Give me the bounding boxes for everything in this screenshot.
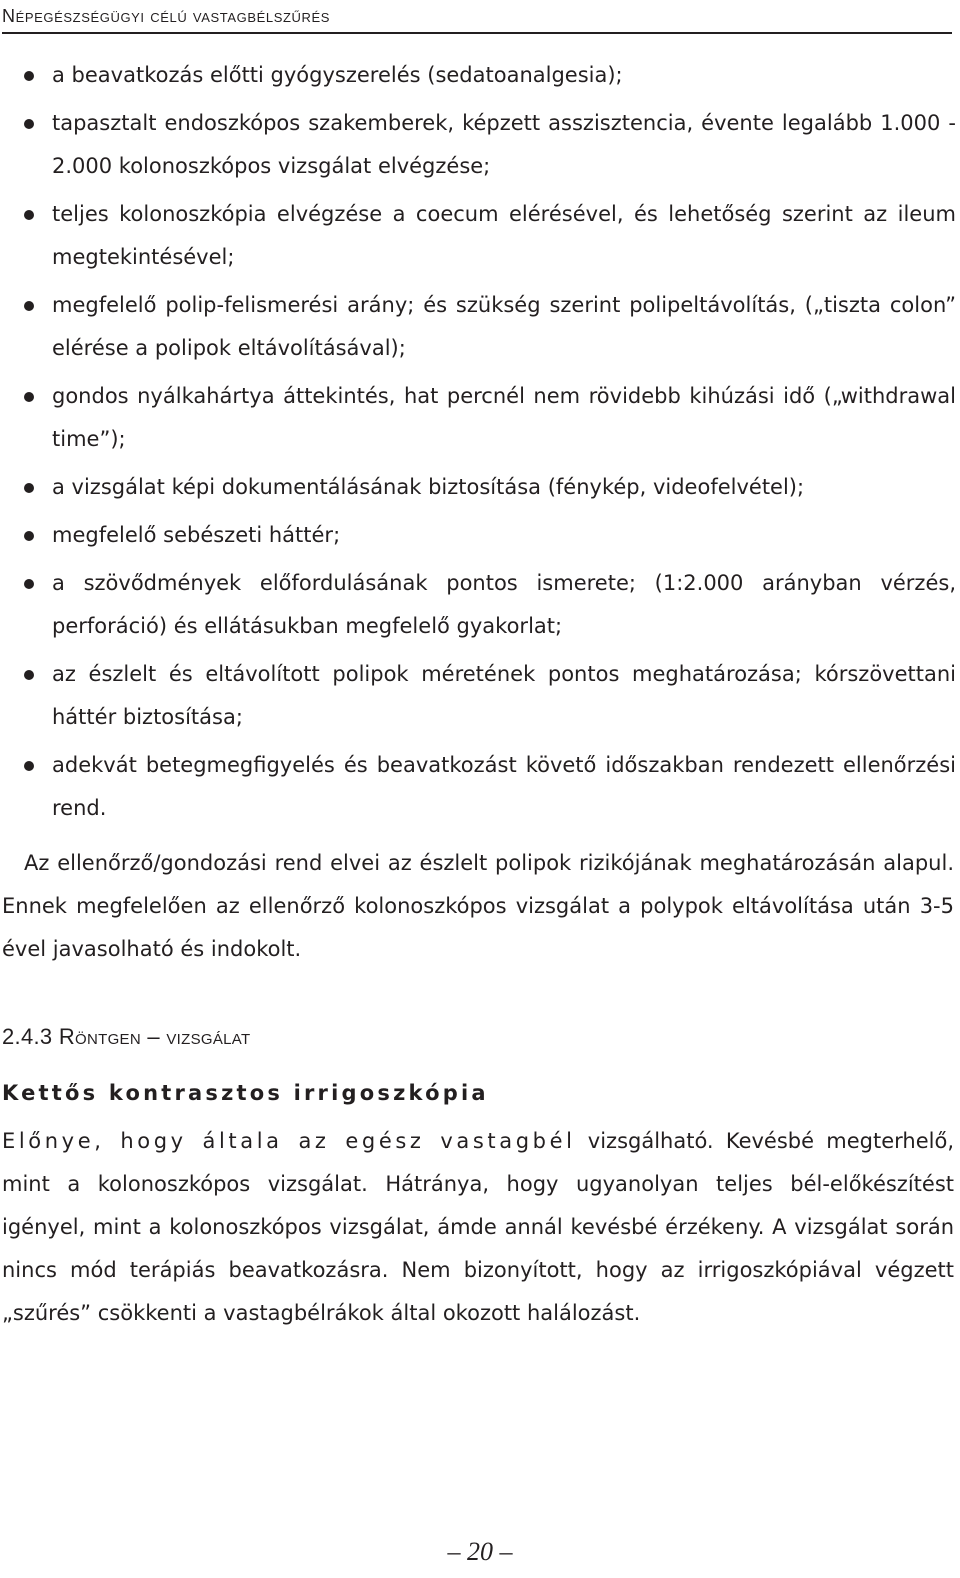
list-item-text: megfelelő sebészeti háttér; [52, 523, 341, 547]
list-item [0, 466, 956, 509]
running-header-title: Népegészségügyi célú vastagbélszűrés [2, 6, 331, 26]
followup-paragraph: Az ellenőrző/gondozási rend elvei az észlelt polipok rizikójának meghatározásán alapul. Ennek megfelelően az ellenőrző kolonoszkópos vizsgálat a polypok eltávolítása után 3-5 ével javasolható és indokolt. [2, 851, 954, 961]
section-heading: 2.4.3 Röntgen – vizsgálat [2, 1024, 251, 1049]
list-item-text: teljes kolonoszkópia elvégzése a coecum elérésével, és lehetőség szerint az ileum megtekintésével; [52, 202, 956, 269]
list-item [0, 514, 956, 557]
bullet-icon [24, 670, 34, 680]
paragraph-spaced-lead: Előnye, hogy általa az egész vastagbél [2, 1129, 576, 1153]
list-item-text: gondos nyálkahártya áttekintés, hat percnél nem rövidebb kihúzási idő („withdrawal time”); [52, 384, 956, 451]
list-item-text: tapasztalt endoszkópos szakemberek, képzett asszisztencia, évente legalább 1.000 - 2.000 kolonoszkópos vizsgálat elvégzése; [52, 111, 956, 178]
bullet-icon [24, 210, 34, 220]
list-item [0, 375, 956, 461]
list-item [0, 284, 956, 370]
list-item-text: megfelelő polip-felismerési arány; és szükség szerint polipeltávolítás, („tiszta colon” elérése a polipok eltávolításával); [52, 293, 956, 360]
section-subheading: Kettős kontrasztos irrigoszkópia [2, 1081, 489, 1105]
irrigoscopy-paragraph [2, 1120, 954, 1335]
bullet-icon [24, 579, 34, 589]
list-item-text: a beavatkozás előtti gyógyszerelés (sedatoanalgesia); [52, 63, 623, 87]
bullet-icon [24, 531, 34, 541]
bullet-icon [24, 392, 34, 402]
list-item [0, 193, 956, 279]
list-item [0, 653, 956, 739]
paragraph-rest: vizsgálható. Kevésbé megterhelő, mint a kolonoszkópos vizsgálat. Hátránya, hogy ugyanolyan teljes bél-előkészítést igényel, mint a kolonoszkópos vizsgálat, ámde annál kevésbé érzékeny. A vizsgálat során nincs mód terápiás beavatkozásra. Nem bizonyított, hogy az irrigoszkópiával végzett „szűrés” csökkenti a vastagbélrákok által okozott halálozást. [2, 1129, 954, 1325]
list-item [0, 744, 956, 830]
list-item [0, 54, 956, 97]
bullet-icon [24, 761, 34, 771]
page-number: – 20 – [447, 1537, 513, 1566]
list-item-text: a vizsgálat képi dokumentálásának biztosítása (fénykép, videofelvétel); [52, 475, 805, 499]
list-item-text: az észlelt és eltávolított polipok méretének pontos meghatározása; kórszövettani háttér biztosítása; [52, 662, 956, 729]
bullet-icon [24, 119, 34, 129]
list-item [0, 562, 956, 648]
running-header [2, 2, 952, 34]
bullet-icon [24, 483, 34, 493]
bullet-icon [24, 71, 34, 81]
bullet-icon [24, 301, 34, 311]
requirements-list [0, 54, 956, 835]
list-item-text: a szövődmények előfordulásának pontos ismerete; (1:2.000 arányban vérzés, perforáció) és ellátásukban megfelelő gyakorlat; [52, 571, 956, 638]
list-item-text: adekvát betegmegfigyelés és beavatkozást követő időszakban rendezett ellenőrzési rend. [52, 753, 956, 820]
list-item [0, 102, 956, 188]
